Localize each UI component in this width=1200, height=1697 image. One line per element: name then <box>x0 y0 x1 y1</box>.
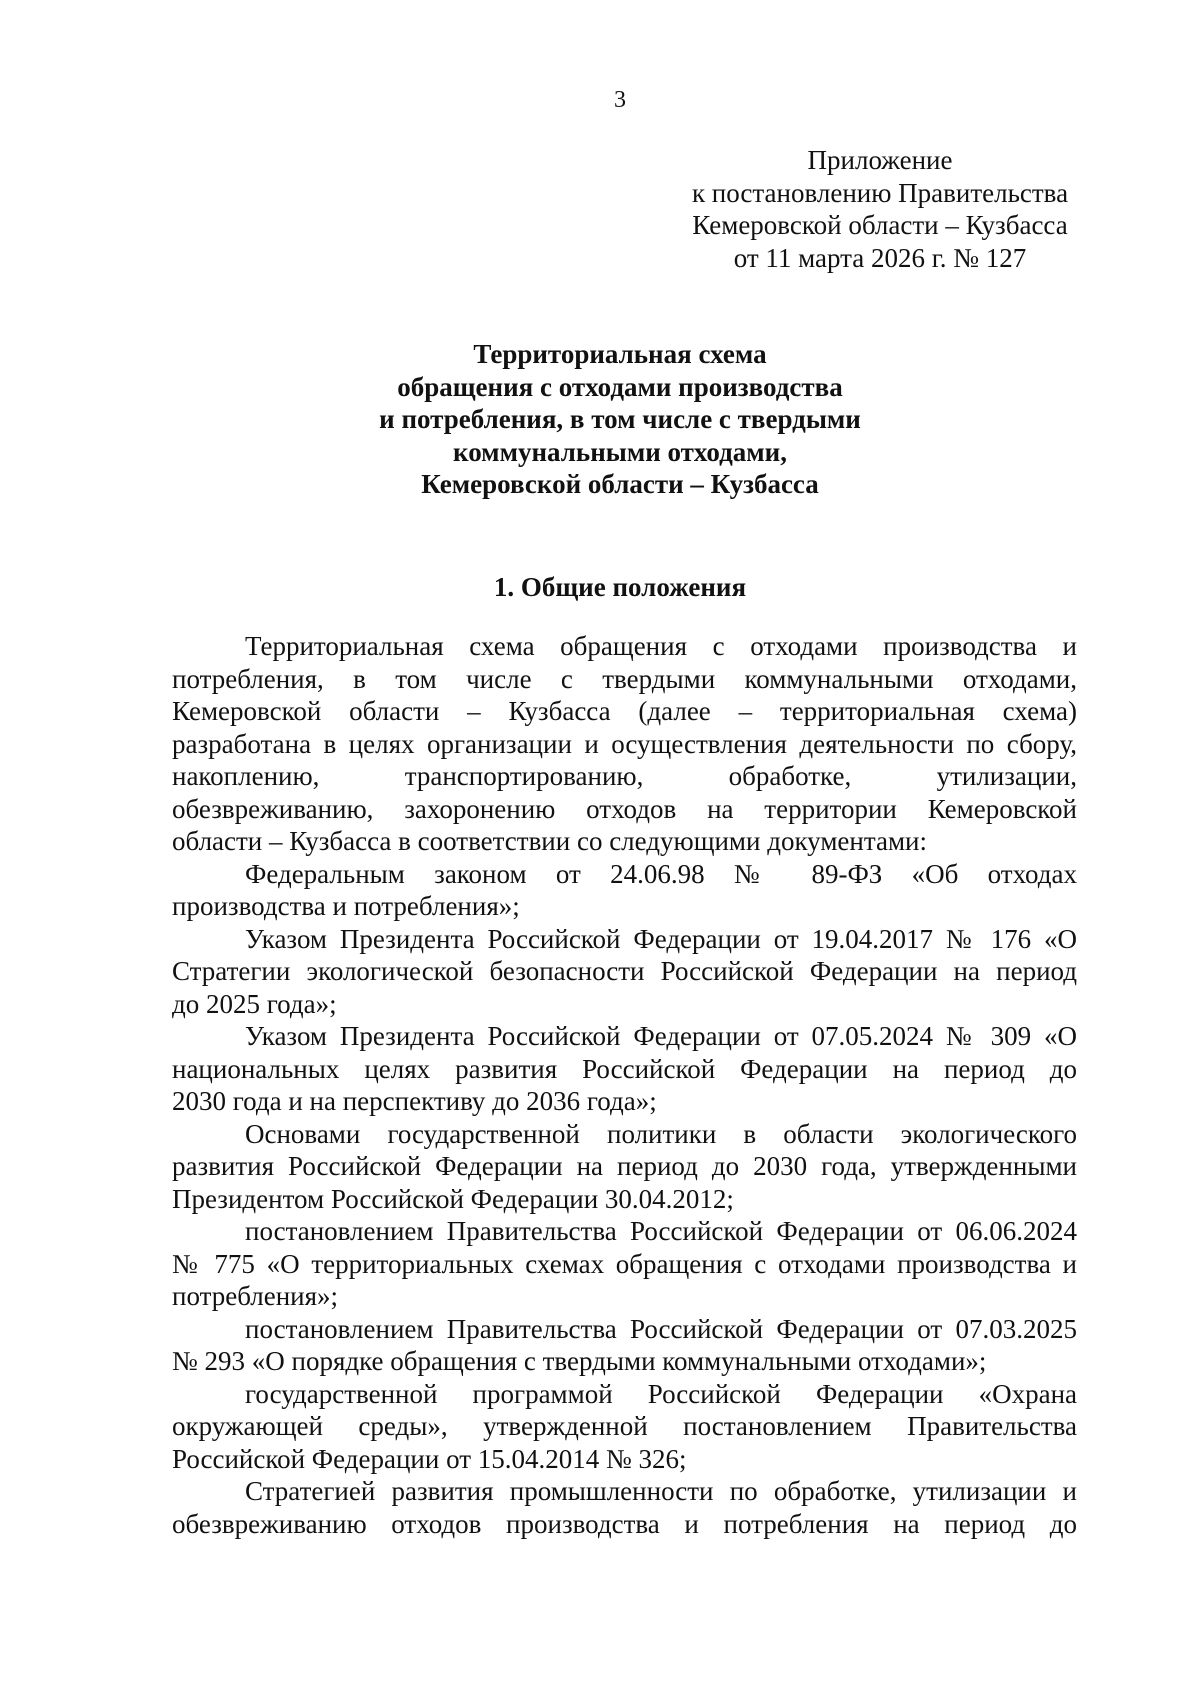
body-line: обезвреживанию отходов производства и потребления на период до <box>172 1508 1077 1539</box>
title-line: Кемеровской области – Кузбасса <box>421 469 819 499</box>
body-line: потребления, в том числе с твердыми коммунальными отходами, <box>172 663 1077 694</box>
body-line: Кемеровской области – Кузбасса (далее – территориальная схема) <box>172 696 1077 726</box>
title-line: и потребления, в том числе с твердыми <box>379 404 861 434</box>
document-title <box>300 338 940 501</box>
body-line: Территориальная схема обращения с отходами производства и <box>245 631 1077 661</box>
body-line: постановлением Правительства Российской Федерации от 06.06.2024 <box>245 1216 1077 1246</box>
body-line: Российской Федерации от 15.04.2014 № 326; <box>172 1443 687 1474</box>
body-line: разработана в целях организации и осуществления деятельности по сбору, <box>172 728 1077 759</box>
body-line: потребления»; <box>172 1281 339 1311</box>
body-text <box>172 630 1077 1540</box>
appendix-line: к постановлению Правительства <box>691 177 1069 208</box>
body-line: обезвреживанию, захоронению отходов на территории Кемеровской <box>172 793 1077 824</box>
body-line: национальных целях развития Российской Федерации на период до <box>172 1053 1077 1084</box>
appendix-line: от 11 марта 2026 г. № 127 <box>733 242 1027 273</box>
body-line: накоплению, транспортированию, обработке, утилизации, <box>172 761 1077 791</box>
title-line: коммунальными отходами, <box>453 436 787 467</box>
body-line: Указом Президента Российской Федерации от 19.04.2017 № 176 «О <box>245 923 1077 954</box>
title-line: Территориальная схема <box>473 339 767 369</box>
appendix-line: Кемеровской области – Кузбасса <box>692 210 1068 240</box>
body-line: 2030 года и на перспективу до 2036 года»; <box>172 1086 657 1116</box>
body-line: Основами государственной политики в области экологического <box>245 1118 1077 1149</box>
body-line: постановлением Правительства Российской Федерации от 07.03.2025 <box>245 1313 1077 1344</box>
title-line: обращения с отходами производства <box>397 371 843 402</box>
body-line: № 775 «О территориальных схемах обращения с отходами производства и <box>172 1248 1077 1279</box>
body-line: производства и потребления»; <box>172 891 520 921</box>
body-line: развития Российской Федерации на период до 2030 года, утвержденными <box>172 1151 1077 1181</box>
body-line: Стратегией развития промышленности по обработке, утилизации и <box>245 1476 1077 1506</box>
body-line: Указом Президента Российской Федерации от 07.05.2024 № 309 «О <box>245 1021 1077 1051</box>
section-heading: 1. Общие положения <box>493 572 747 602</box>
body-line: области – Кузбасса в соответствии со следующими документами: <box>172 826 927 856</box>
body-line: Стратегии экологической безопасности Российской Федерации на период <box>172 956 1077 986</box>
body-line: государственной программой Российской Федерации «Охрана <box>245 1378 1077 1409</box>
appendix-block <box>640 144 1120 274</box>
body-line: № 293 «О порядке обращения с твердыми коммунальными отходами»; <box>172 1346 987 1376</box>
body-line: Президентом Российской Федерации 30.04.2012; <box>172 1183 734 1214</box>
body-line: до 2025 года»; <box>172 988 337 1019</box>
page-number: 3 <box>614 87 626 113</box>
body-line: окружающей среды», утвержденной постановлением Правительства <box>172 1411 1077 1441</box>
appendix-line: Приложение <box>807 145 953 175</box>
body-line: Федеральным законом от 24.06.98 № 89-ФЗ «Об отходах <box>245 858 1077 889</box>
